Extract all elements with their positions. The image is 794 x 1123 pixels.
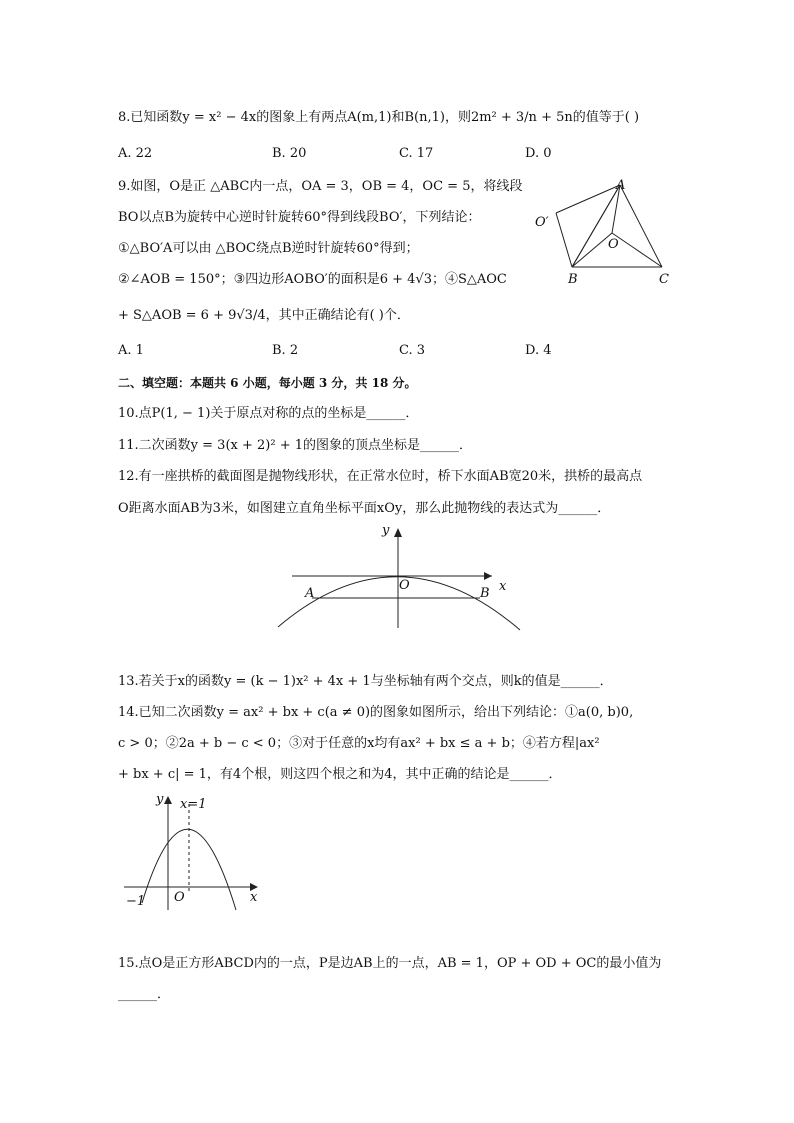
label-o: O — [399, 578, 410, 593]
label-c: C — [659, 272, 669, 287]
label-a: A — [616, 178, 626, 193]
q15-line-1: 15.点O是正方形ABCD内的一点，P是边AB上的一点，AB = 1，OP + OD + OC的最小值为 — [118, 956, 662, 971]
q8-stem: 8.已知函数y = x² − 4x的图象上有两点A(m,1)和B(n,1)，则2m² + 3/n + 5n的值等于( ) — [118, 110, 640, 125]
q9-triangle-figure — [530, 175, 690, 290]
q9-option-b: B. 2 — [272, 343, 299, 358]
q8-option-a: A. 22 — [118, 146, 153, 161]
label-x: x — [499, 579, 507, 594]
section-heading: 二、填空题：本题共 6 小题，每小题 3 分，共 18 分。 — [118, 376, 417, 390]
q11: 11.二次函数y = 3(x + 2)² + 1的图象的顶点坐标是______． — [118, 438, 472, 453]
q9-line-3: ①△BO′A可以由 △BOC绕点B逆时针旋转60°得到； — [118, 241, 419, 256]
q12-line-2: O距离水面AB为3米，如图建立直角坐标平面xOy，那么此抛物线的表达式为______． — [118, 501, 611, 516]
q12-line-1: 12.有一座拱桥的截面图是抛物线形状，在正常水位时，桥下水面AB宽20米，拱桥的最高点 — [118, 469, 643, 484]
q13: 13.若关于x的函数y = (k − 1)x² + 4x + 1与坐标轴有两个交点，则k的值是______． — [118, 674, 613, 689]
q8-option-c: C. 17 — [399, 146, 434, 161]
q9-line-4: ②∠AOB = 150°；③四边形AOBO′的面积是6 + 4√3；④S△AOC — [118, 272, 507, 287]
q14-line-1: 14.已知二次函数y = ax² + bx + c(a ≠ 0)的图象如图所示，给出下列结论：①a(0, b)0, — [118, 705, 634, 720]
q12-bridge-figure — [270, 520, 530, 635]
label-b: B — [480, 586, 490, 601]
q9-line-2: BO以点B为旋转中心逆时针旋转60°得到线段BO′，下列结论： — [118, 210, 481, 225]
label-y: y — [382, 523, 390, 538]
q9-option-c: C. 3 — [399, 343, 426, 358]
q15-line-2: ______． — [118, 987, 171, 1002]
q10: 10.点P(1, − 1)关于原点对称的点的坐标是______． — [118, 406, 419, 421]
label-o-prime: O′ — [535, 215, 549, 230]
q9-line-1: 9.如图，O是正 △ABC内一点，OA = 3，OB = 4，OC = 5，将线段 — [118, 179, 523, 194]
label-b: B — [568, 272, 578, 287]
label-y: y — [156, 792, 164, 807]
q14-line-2: c > 0；②2a + b − c < 0；③对于任意的x均有ax² + bx ≤ a + b；④若方程|ax² — [118, 736, 600, 751]
label-axis-x-eq-1: x=1 — [180, 797, 207, 812]
label-minus-one: −1 — [126, 894, 146, 909]
label-a: A — [305, 586, 315, 601]
label-x: x — [250, 890, 258, 905]
q9-line-5: + S△AOB = 6 + 9√3/4，其中正确结论有( )个． — [118, 308, 410, 323]
q14-parabola-figure — [118, 788, 268, 913]
q9-option-d: D. 4 — [525, 343, 552, 358]
label-o: O — [608, 237, 619, 252]
label-o: O — [174, 890, 185, 905]
q8-option-d: D. 0 — [525, 146, 552, 161]
q8-option-b: B. 20 — [272, 146, 307, 161]
q9-option-a: A. 1 — [118, 343, 144, 358]
q14-line-3: + bx + c| = 1，有4个根，则这四个根之和为4，其中正确的结论是______． — [118, 767, 562, 782]
